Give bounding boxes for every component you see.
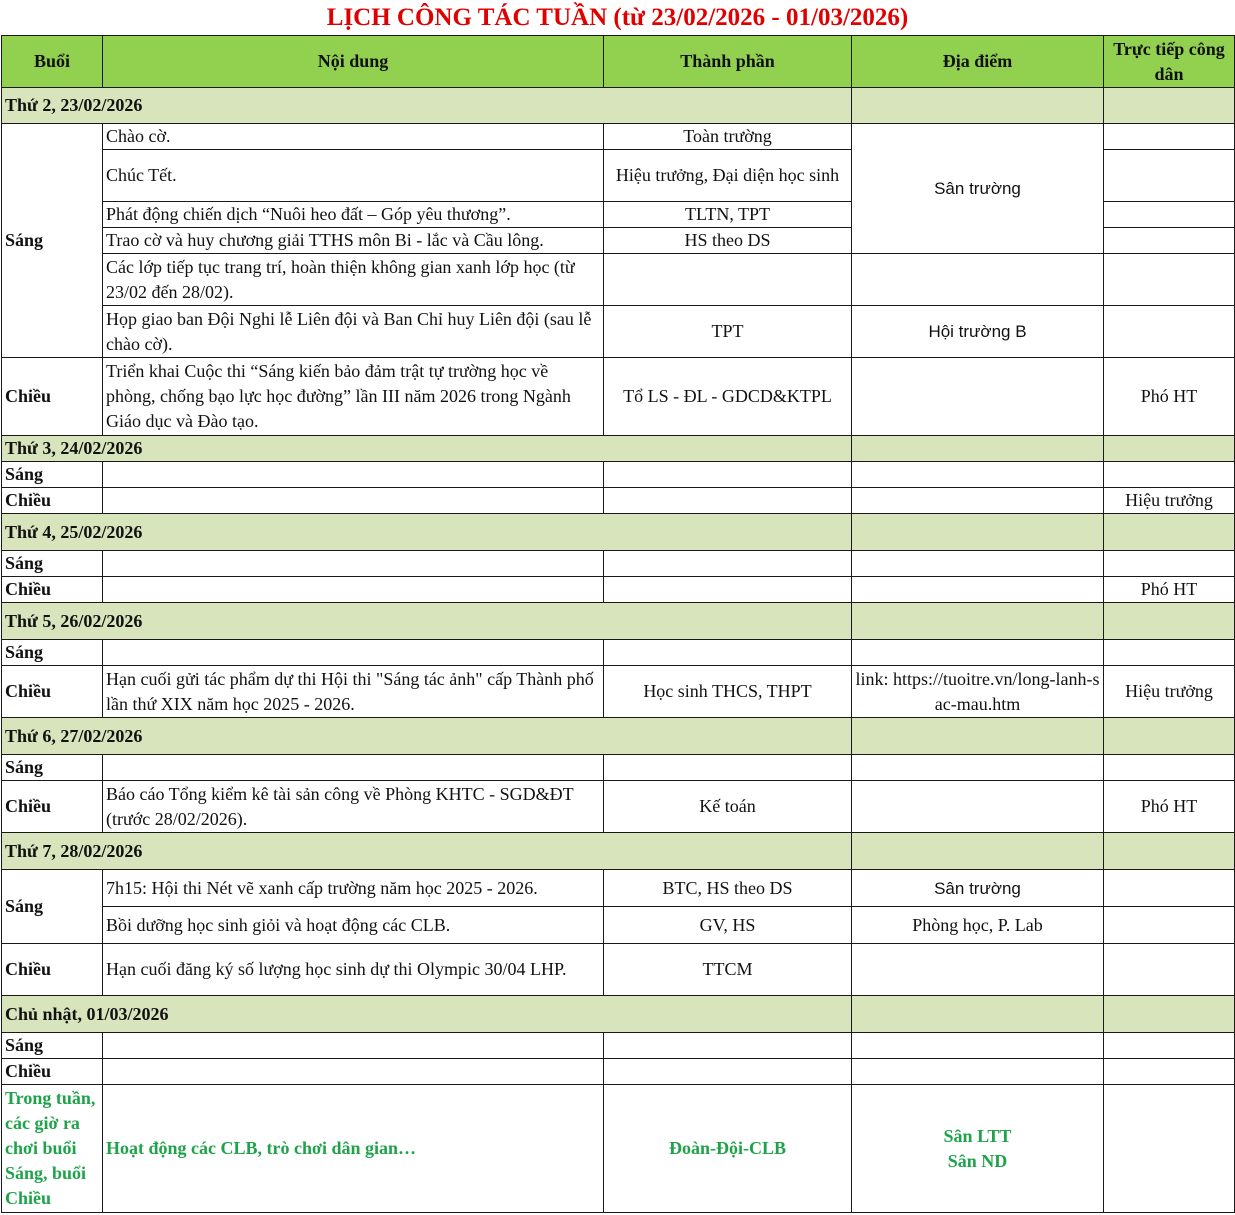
table-row bbox=[2, 462, 1235, 488]
members-cell: Hiệu trưởng, Đại diện học sinh bbox=[604, 150, 852, 202]
table-row bbox=[2, 306, 1235, 358]
duty-cell: Phó HT bbox=[1104, 577, 1235, 603]
location-cell: Sân trường bbox=[852, 124, 1104, 254]
members-cell: Toàn trường bbox=[604, 124, 852, 150]
content-cell: Bồi dưỡng học sinh giỏi và hoạt động các CLB. bbox=[103, 907, 604, 944]
members-cell: TLTN, TPT bbox=[604, 202, 852, 228]
table-row bbox=[2, 551, 1235, 577]
week-location-cell bbox=[852, 1085, 1104, 1213]
day-row-sun bbox=[2, 996, 1235, 1033]
session-label: Chiều bbox=[2, 488, 103, 514]
members-cell: TPT bbox=[604, 306, 852, 358]
header-buoi: Buổi bbox=[2, 36, 103, 88]
duty-cell: Hiệu trưởng bbox=[1104, 666, 1235, 718]
day-label: Chủ nhật, 01/03/2026 bbox=[2, 996, 852, 1033]
schedule-table bbox=[1, 35, 1235, 1213]
duty-cell: Hiệu trưởng bbox=[1104, 488, 1235, 514]
table-row bbox=[2, 1059, 1235, 1085]
content-cell: Phát động chiến dịch “Nuôi heo đất – Góp yêu thương”. bbox=[103, 202, 604, 228]
week-content-cell: Hoạt động các CLB, trò chơi dân gian… bbox=[103, 1085, 604, 1213]
session-label: Sáng bbox=[2, 640, 103, 666]
location-cell: Sân trường bbox=[852, 870, 1104, 907]
table-row bbox=[2, 1033, 1235, 1059]
session-label: Chiều bbox=[2, 577, 103, 603]
session-label: Chiều bbox=[2, 666, 103, 718]
table-row bbox=[2, 907, 1235, 944]
members-cell: GV, HS bbox=[604, 907, 852, 944]
day-row-sat bbox=[2, 833, 1235, 870]
content-cell: Hạn cuối đăng ký số lượng học sinh dự thi Olympic 30/04 LHP. bbox=[103, 944, 604, 996]
table-row bbox=[2, 577, 1235, 603]
day-row-wed bbox=[2, 514, 1235, 551]
content-cell: Triển khai Cuộc thi “Sáng kiến bảo đảm trật tự trường học về phòng, chống bạo lực học đường” lần III năm 2026 trong Ngành Giáo dục và Đào tạo. bbox=[103, 358, 604, 436]
content-cell: Họp giao ban Đội Nghi lễ Liên đội và Ban Chỉ huy Liên đội (sau lễ chào cờ). bbox=[103, 306, 604, 358]
day-label: Thứ 2, 23/02/2026 bbox=[2, 88, 852, 124]
session-label: Chiều bbox=[2, 781, 103, 833]
day-label: Thứ 6, 27/02/2026 bbox=[2, 718, 852, 755]
table-row bbox=[2, 870, 1235, 907]
content-cell: Báo cáo Tổng kiểm kê tài sản công về Phòng KHTC - SGD&ĐT (trước 28/02/2026). bbox=[103, 781, 604, 833]
session-label: Sáng bbox=[2, 1033, 103, 1059]
session-label: Sáng bbox=[2, 870, 103, 944]
day-row-fri bbox=[2, 718, 1235, 755]
page-title: LỊCH CÔNG TÁC TUẦN (từ 23/02/2026 - 01/03/2026) bbox=[326, 4, 909, 31]
location-cell: Phòng học, P. Lab bbox=[852, 907, 1104, 944]
week-session-label: Trong tuần, các giờ ra chơi buổi Sáng, buổi Chiều bbox=[2, 1085, 103, 1213]
members-cell: Kế toán bbox=[604, 781, 852, 833]
table-row bbox=[2, 254, 1235, 306]
session-label: Sáng bbox=[2, 124, 103, 358]
content-cell: Hạn cuối gửi tác phẩm dự thi Hội thi "Sáng tác ảnh" cấp Thành phố lần thứ XIX năm học 2025 - 2026. bbox=[103, 666, 604, 718]
content-cell: Chúc Tết. bbox=[103, 150, 604, 202]
location-link[interactable]: link: https://tuoitre.vn/long-lanh-sac-mau.htm bbox=[852, 666, 1104, 718]
members-cell: HS theo DS bbox=[604, 228, 852, 254]
day-label: Thứ 4, 25/02/2026 bbox=[2, 514, 852, 551]
table-row bbox=[2, 781, 1235, 833]
week-members-cell: Đoàn-Đội-CLB bbox=[604, 1085, 852, 1213]
members-cell: TTCM bbox=[604, 944, 852, 996]
session-label: Chiều bbox=[2, 1059, 103, 1085]
week-location-2: Sân ND bbox=[947, 1150, 1008, 1171]
session-label: Chiều bbox=[2, 944, 103, 996]
table-row-week bbox=[2, 1085, 1235, 1213]
day-row-mon bbox=[2, 88, 1235, 124]
content-cell: Các lớp tiếp tục trang trí, hoàn thiện không gian xanh lớp học (từ 23/02 đến 28/02). bbox=[103, 254, 604, 306]
content-cell: Trao cờ và huy chương giải TTHS môn Bi - lắc và Cầu lông. bbox=[103, 228, 604, 254]
header-row bbox=[2, 36, 1235, 88]
header-truc: Trực tiếp công dân bbox=[1104, 36, 1235, 88]
session-label: Chiều bbox=[2, 358, 103, 436]
session-label: Sáng bbox=[2, 755, 103, 781]
table-row bbox=[2, 358, 1235, 436]
members-cell: Học sinh THCS, THPT bbox=[604, 666, 852, 718]
day-label: Thứ 7, 28/02/2026 bbox=[2, 833, 852, 870]
members-cell: Tổ LS - ĐL - GDCD&KTPL bbox=[604, 358, 852, 436]
day-label: Thứ 5, 26/02/2026 bbox=[2, 603, 852, 640]
week-location-1: Sân LTT bbox=[943, 1125, 1012, 1146]
table-row bbox=[2, 666, 1235, 718]
content-cell: 7h15: Hội thi Nét vẽ xanh cấp trường năm học 2025 - 2026. bbox=[103, 870, 604, 907]
table-row bbox=[2, 124, 1235, 150]
day-row-tue bbox=[2, 436, 1235, 462]
duty-cell: Phó HT bbox=[1104, 781, 1235, 833]
day-row-thu bbox=[2, 603, 1235, 640]
session-label: Sáng bbox=[2, 551, 103, 577]
session-label: Sáng bbox=[2, 462, 103, 488]
location-cell: Hội trường B bbox=[852, 306, 1104, 358]
header-dia-diem: Địa điểm bbox=[852, 36, 1104, 88]
table-row bbox=[2, 755, 1235, 781]
header-noi-dung: Nội dung bbox=[103, 36, 604, 88]
duty-cell: Phó HT bbox=[1104, 358, 1235, 436]
day-label: Thứ 3, 24/02/2026 bbox=[2, 436, 852, 462]
members-cell: BTC, HS theo DS bbox=[604, 870, 852, 907]
content-cell: Chào cờ. bbox=[103, 124, 604, 150]
table-row bbox=[2, 944, 1235, 996]
table-row bbox=[2, 640, 1235, 666]
table-row bbox=[2, 488, 1235, 514]
header-thanh-phan: Thành phần bbox=[604, 36, 852, 88]
